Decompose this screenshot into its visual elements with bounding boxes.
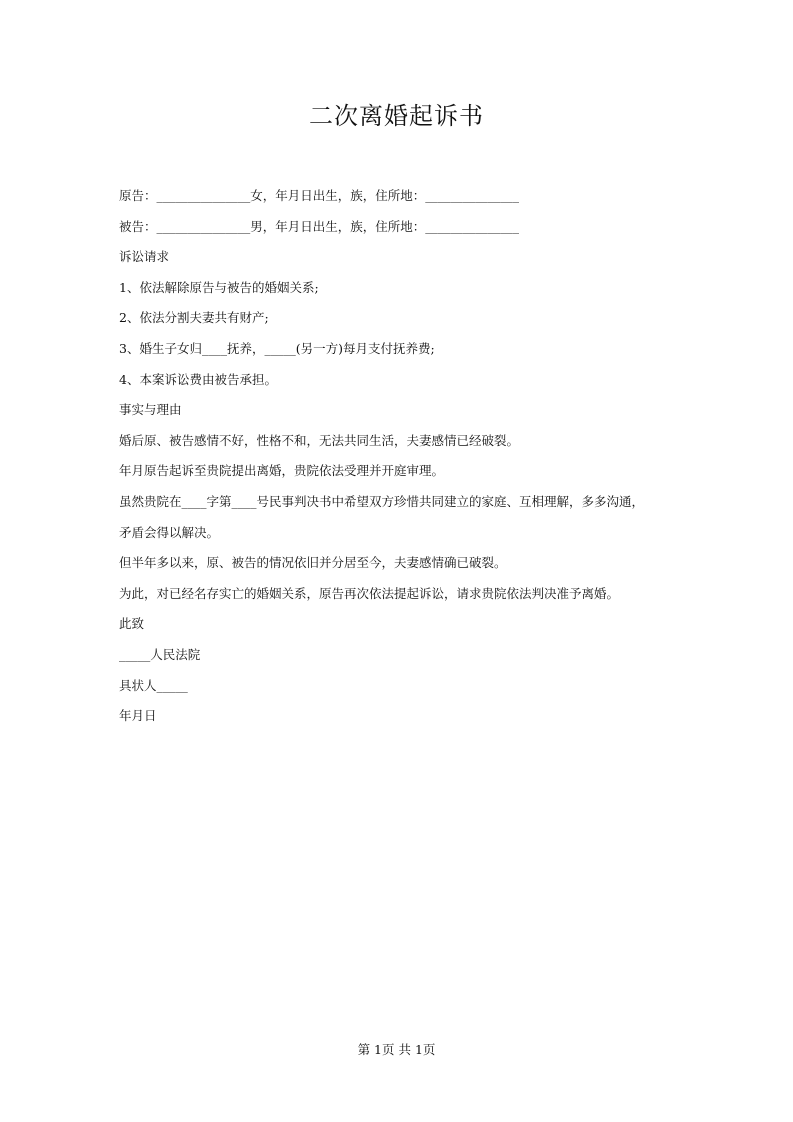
signer-line: 具状人_____: [119, 677, 188, 693]
claims-heading: 诉讼请求: [119, 249, 170, 265]
claim-item-1: 1、依法解除原告与被告的婚姻关系;: [119, 279, 319, 295]
document-title: 二次离婚起诉书: [309, 102, 484, 130]
page-footer: 第 1页 共 1页: [357, 1042, 436, 1057]
salutation: 此致: [119, 616, 145, 632]
facts-paragraph-5: 为此，对已经名存实亡的婚姻关系，原告再次依法提起诉讼，请求贵院依法判决准予离婚。: [119, 585, 620, 601]
defendant-line: 被告：_______________男，年月日出生，族，住所地：_______________: [119, 218, 520, 234]
facts-paragraph-3: 虽然贵院在____字第____号民事判决书中希望双方珍惜共同建立的家庭、互相理解，多多沟通，: [119, 493, 645, 509]
date-line: 年月日: [119, 708, 157, 724]
claim-item-3: 3、婚生子女归____抚养，_____(另一方)每月支付抚养费;: [119, 340, 435, 356]
facts-paragraph-3-cont: 矛盾会得以解决。: [119, 524, 220, 540]
plaintiff-line: 原告：_______________女，年月日出生，族，住所地：_______________: [119, 188, 520, 203]
court-name: _____人民法院: [119, 646, 201, 662]
facts-paragraph-1: 婚后原、被告感情不好，性格不和，无法共同生活，夫妻感情已经破裂。: [119, 432, 520, 448]
claim-item-4: 4、本案诉讼费由被告承担。: [119, 371, 277, 387]
facts-heading: 事实与理由: [119, 402, 182, 418]
claim-item-2: 2、依法分割夫妻共有财产;: [119, 310, 269, 326]
facts-paragraph-2: 年月原告起诉至贵院提出离婚，贵院依法受理并开庭审理。: [119, 463, 445, 479]
document-body: [119, 181, 699, 732]
facts-paragraph-4: 但半年多以来，原、被告的情况依旧并分居至今，夫妻感情确已破裂。: [119, 555, 507, 571]
